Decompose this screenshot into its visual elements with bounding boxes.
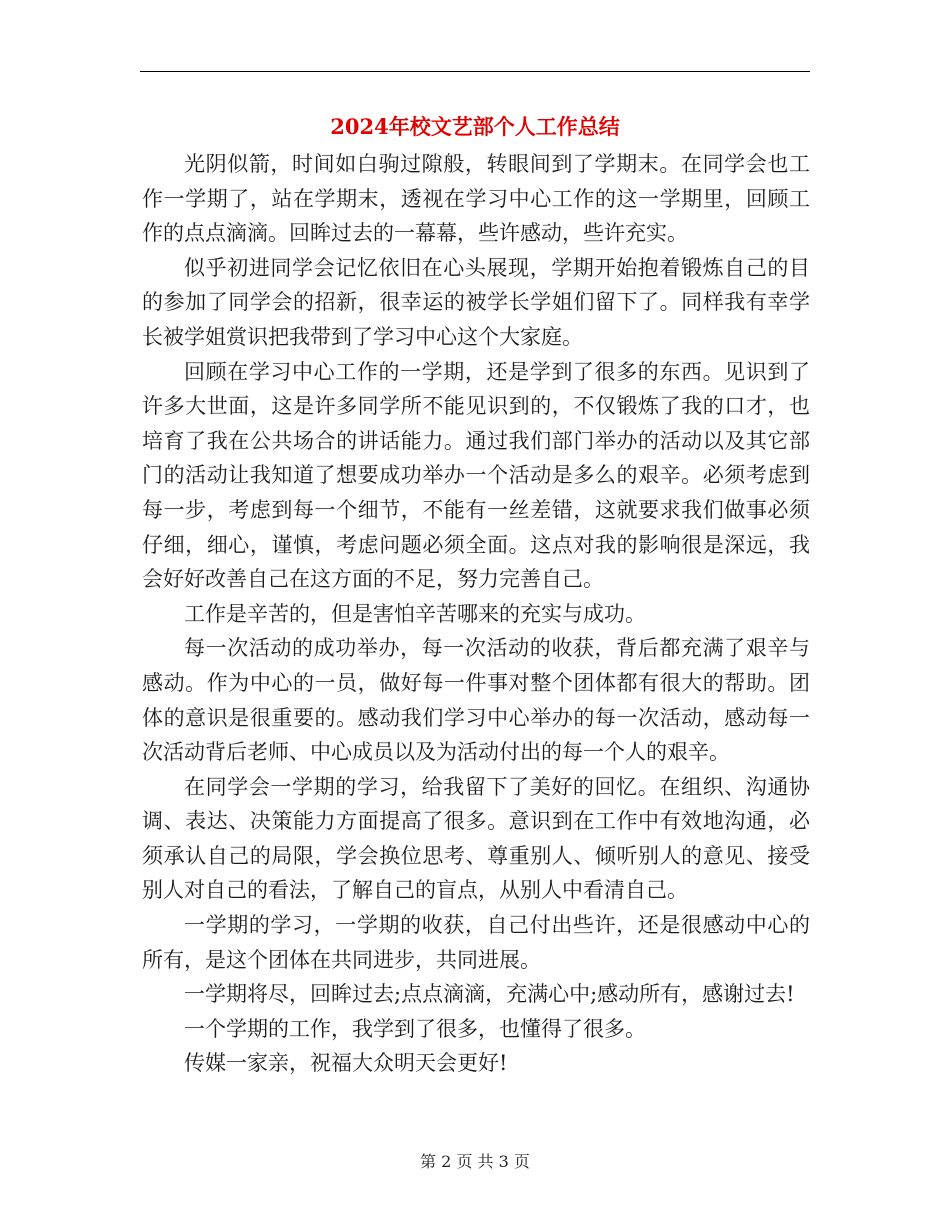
paragraph: 传媒一家亲，祝福大众明天会更好! <box>184 1051 508 1076</box>
document-title: 2024年校文艺部个人工作总结 <box>330 114 620 139</box>
paragraph: 工作是辛苦的，但是害怕辛苦哪来的充实与成功。 <box>184 601 646 626</box>
header-rule <box>140 71 810 72</box>
paragraph: 一学期将尽，回眸过去;点点滴滴，充满心中;感动所有，感谢过去! <box>184 982 795 1007</box>
paragraph: 一学期的学习，一学期的收获，自己付出些许，还是很感动中心的所有，是这个团体在共同进步，共同进展。 <box>142 913 810 972</box>
paragraph: 光阴似箭，时间如白驹过隙般，转眼间到了学期末。在同学会也工作一学期了，站在学期末，透视在学习中心工作的这一学期里，回顾工作的点点滴滴。回眸过去的一幕幕，些许感动，些许充实。 <box>142 152 810 246</box>
paragraph: 似乎初进同学会记忆依旧在心头展现，学期开始抱着锻炼自己的目的参加了同学会的招新，很幸运的被学长学姐们留下了。同样我有幸学长被学姐赏识把我带到了学习中心这个大家庭。 <box>142 255 810 349</box>
paragraph: 回顾在学习中心工作的一学期，还是学到了很多的东西。见识到了许多大世面，这是许多同学所不能见识到的，不仅锻炼了我的口才，也培育了我在公共场合的讲话能力。通过我们部门举办的活动以及其它部门的活动让我知道了想要成功举办一个活动是多么的艰辛。必须考虑到每一步，考虑到每一个细节，不能有一丝差错，这就要求我们做事必须仔细，细心，谨慎，考虑问题必须全面。这点对我的影响很是深远，我会好好改善自己在这方面的不足，努力完善自己。 <box>142 359 810 592</box>
page-number-footer: 第 2 页 共 3 页 <box>420 1152 530 1171</box>
paragraph: 每一次活动的成功举办，每一次活动的收获，背后都充满了艰辛与感动。作为中心的一员，做好每一件事对整个团体都有很大的帮助。团体的意识是很重要的。感动我们学习中心举办的每一次活动，感动每一次活动背后老师、中心成员以及为活动付出的每一个人的艰辛。 <box>142 636 810 765</box>
paragraph: 一个学期的工作，我学到了很多，也懂得了很多。 <box>184 1016 646 1041</box>
document-body <box>142 147 810 1081</box>
paragraph: 在同学会一学期的学习，给我留下了美好的回忆。在组织、沟通协调、表达、决策能力方面提高了很多。意识到在工作中有效地沟通，必须承认自己的局限，学会换位思考、尊重别人、倾听别人的意见、接受别人对自己的看法，了解自己的盲点，从别人中看清自己。 <box>142 774 810 903</box>
